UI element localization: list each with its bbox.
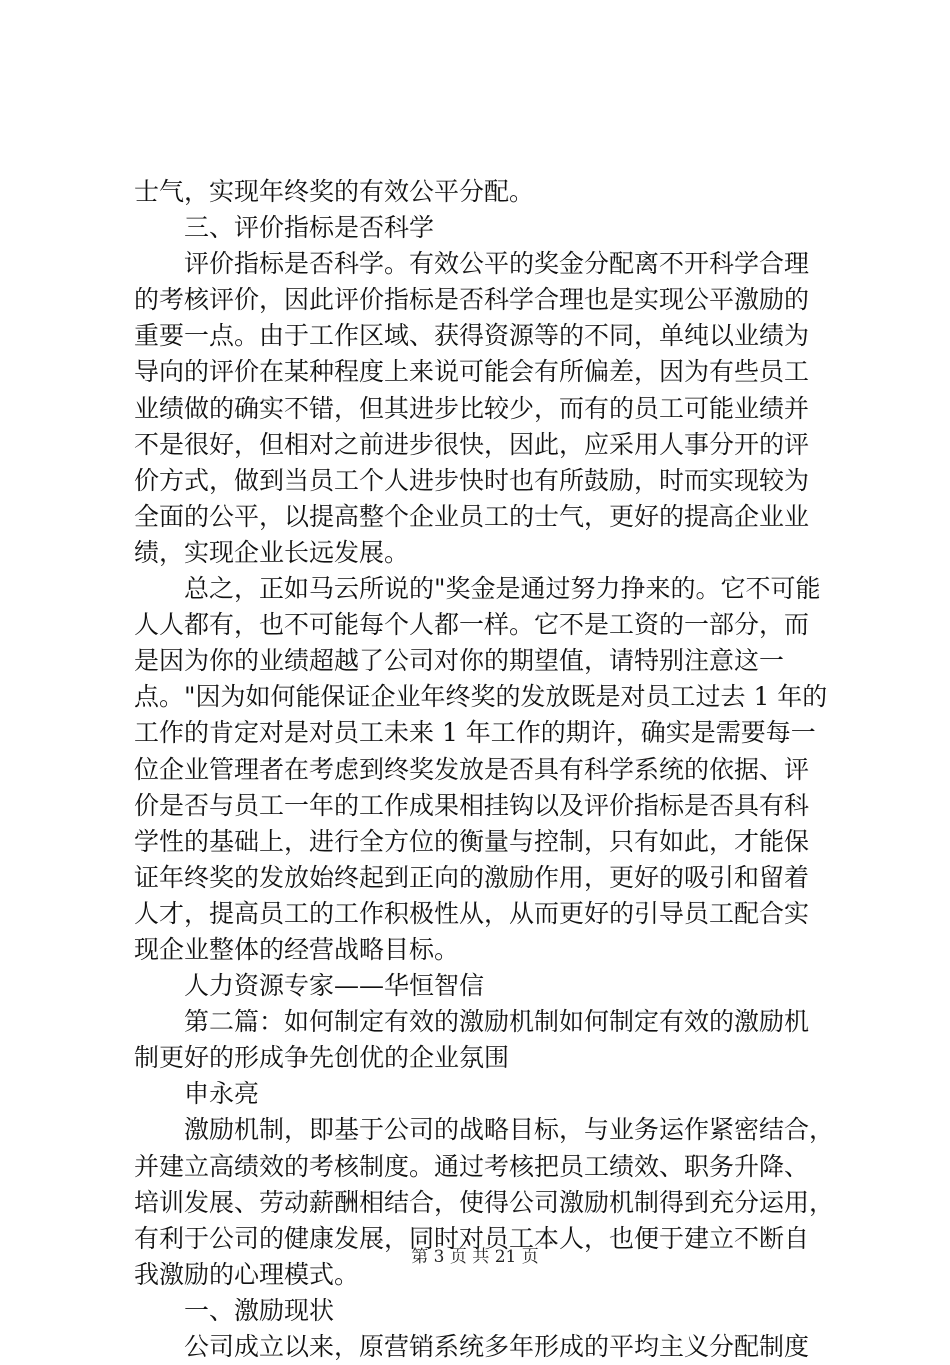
text-line: 士气，实现年终奖的有效公平分配。 — [134, 177, 535, 206]
text-line: 有利于公司的健康发展，同时对员工本人，也便于建立不断自 — [134, 1223, 810, 1253]
text-line: 全面的公平，以提高整个企业员工的士气，更好的提高企业业 — [134, 501, 810, 531]
text-line: 价是否与员工一年的工作成果相挂钩以及评价指标是否具有科 — [134, 790, 810, 820]
document-body — [134, 174, 834, 1365]
text-line: 导向的评价在某种程度上来说可能会有所偏差，因为有些员工 — [134, 357, 810, 387]
text-line: 培训发展、劳动薪酬相结合，使得公司激励机制得到充分运用， — [134, 1187, 834, 1217]
chapter-title-continued: 制更好的形成争先创优的企业氛围 — [134, 1043, 510, 1073]
author-line: 申永亮 — [184, 1079, 260, 1109]
text-line: 不是很好，但相对之前进步很快，因此，应采用人事分开的评 — [134, 429, 810, 459]
text-line: 的考核评价，因此评价指标是否科学合理也是实现公平激励的 — [134, 285, 810, 315]
text-line: 评价指标是否科学。有效公平的奖金分配离不开科学合理 — [184, 249, 810, 279]
chapter-title: 第二篇：如何制定有效的激励机制如何制定有效的激励机 — [184, 1007, 810, 1037]
text-line: 点。"因为如何能保证企业年终奖的发放既是对员工过去 1 年的 — [134, 682, 828, 712]
text-line: 业绩做的确实不错，但其进步比较少，而有的员工可能业绩并 — [134, 393, 810, 423]
text-line: 学性的基础上，进行全方位的衡量与控制，只有如此，才能保 — [134, 826, 810, 856]
page-number-footer: 第 3 页 共 21 页 — [411, 1247, 539, 1267]
author-line: 人力资源专家——华恒智信 — [184, 971, 485, 1001]
text-line: 我激励的心理模式。 — [134, 1259, 360, 1289]
text-line: 总之，正如马云所说的"奖金是通过努力挣来的。它不可能 — [184, 574, 821, 604]
text-line: 价方式，做到当员工个人进步快时也有所鼓励，时而实现较为 — [134, 465, 810, 495]
text-line: 人才，提高员工的工作积极性从，从而更好的引导员工配合实 — [134, 898, 810, 928]
text-line: 激励机制，即基于公司的战略目标，与业务运作紧密结合， — [184, 1115, 834, 1145]
text-line: 证年终奖的发放始终起到正向的激励作用，更好的吸引和留着 — [134, 862, 810, 892]
text-line: 是因为你的业绩超越了公司对你的期望值，请特别注意这一 — [134, 646, 785, 676]
text-line: 位企业管理者在考虑到终奖发放是否具有科学系统的依据、评 — [134, 754, 810, 784]
text-line: 现企业整体的经营战略目标。 — [134, 934, 460, 964]
text-line: 重要一点。由于工作区域、获得资源等的不同，单纯以业绩为 — [134, 321, 810, 351]
section-heading: 三、评价指标是否科学 — [184, 213, 435, 243]
text-line: 并建立高绩效的考核制度。通过考核把员工绩效、职务升降、 — [134, 1151, 810, 1181]
text-line: 绩，实现企业长远发展。 — [134, 537, 410, 567]
section-heading: 一、激励现状 — [184, 1295, 335, 1325]
text-line: 工作的肯定对是对员工未来 1 年工作的期许，确实是需要每一 — [134, 718, 816, 748]
text-line: 公司成立以来，原营销系统多年形成的平均主义分配制度 — [184, 1332, 810, 1361]
text-line: 人人都有，也不可能每个人都一样。它不是工资的一部分，而 — [134, 610, 810, 640]
